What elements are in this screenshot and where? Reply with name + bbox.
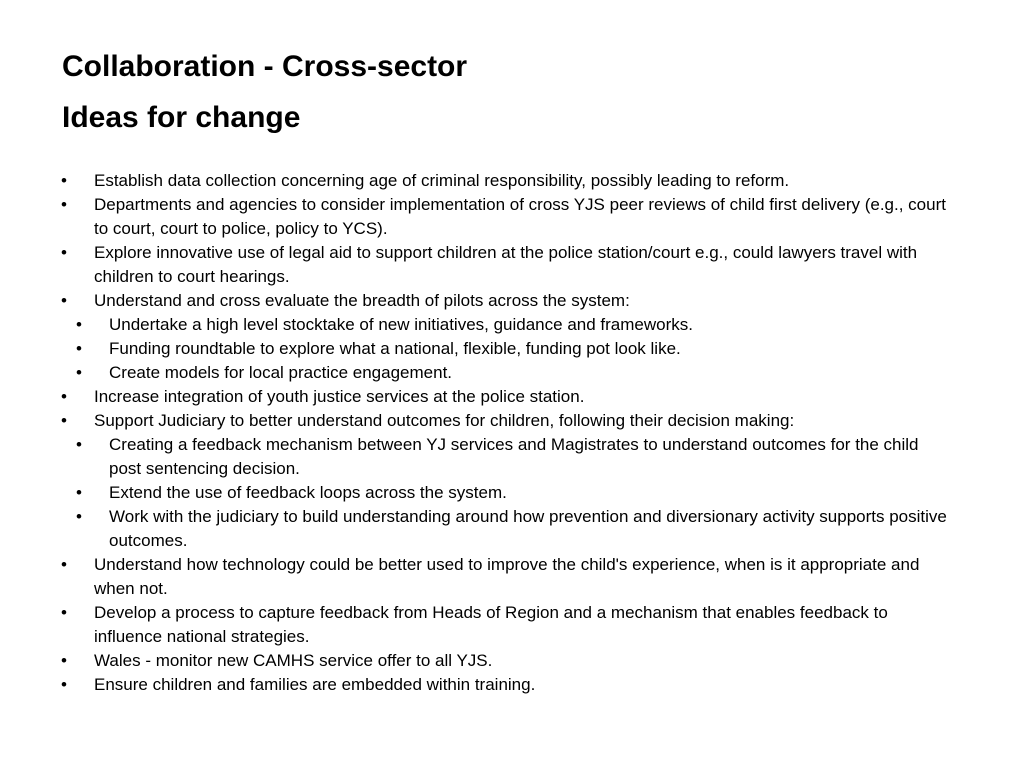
- list-item-text: Understand how technology could be better used to improve the child's experience, when is it appropriate and when not.: [94, 555, 920, 598]
- bullet-icon: •: [61, 387, 67, 406]
- list-item-text: Understand and cross evaluate the breadth of pilots across the system:: [94, 291, 630, 310]
- sub-list-item: [0, 361, 1024, 385]
- list-item-text: Explore innovative use of legal aid to support children at the police station/court e.g., could lawyers travel with children to court hearings.: [94, 243, 918, 286]
- list-item-text: Undertake a high level stocktake of new initiatives, guidance and frameworks.: [109, 315, 693, 334]
- list-item-text: Create models for local practice engagement.: [109, 363, 453, 382]
- list-item: [0, 385, 1024, 409]
- bullet-icon: •: [76, 507, 82, 526]
- list-item: [0, 673, 1024, 697]
- list-item-text: Creating a feedback mechanism between YJ services and Magistrates to understand outcomes for the child post sentencing decision.: [109, 435, 919, 478]
- bullet-icon: •: [61, 411, 67, 430]
- bullet-icon: •: [76, 483, 82, 502]
- bullet-icon: •: [61, 603, 67, 622]
- list-item: [0, 169, 1024, 193]
- bullet-icon: •: [76, 339, 82, 358]
- list-item-text: Departments and agencies to consider implementation of cross YJS peer reviews of child first delivery (e.g., court to court, court to police, policy to YCS).: [94, 195, 946, 238]
- list-item: [0, 553, 1024, 601]
- list-item: [0, 649, 1024, 673]
- bullet-list: [0, 169, 1024, 697]
- bullet-icon: •: [76, 363, 82, 382]
- list-item: [0, 193, 1024, 241]
- sub-list-item: [0, 337, 1024, 361]
- list-item-text: Develop a process to capture feedback from Heads of Region and a mechanism that enables feedback to influence national strategies.: [94, 603, 888, 646]
- list-item-text: Increase integration of youth justice services at the police station.: [94, 387, 585, 406]
- slide-title: Collaboration - Cross-sector: [62, 50, 468, 83]
- list-item-text: Extend the use of feedback loops across the system.: [109, 483, 507, 502]
- list-item-text: Work with the judiciary to build understanding around how prevention and diversionary activity supports positive outcomes.: [109, 507, 947, 550]
- list-item-text: Support Judiciary to better understand outcomes for children, following their decision making:: [94, 411, 795, 430]
- list-item-text: Ensure children and families are embedded within training.: [94, 675, 536, 694]
- list-item-text: Wales - monitor new CAMHS service offer to all YJS.: [94, 651, 493, 670]
- list-item: [0, 409, 1024, 433]
- bullet-icon: •: [76, 315, 82, 334]
- list-item: [0, 289, 1024, 313]
- bullet-icon: •: [76, 435, 82, 454]
- bullet-icon: •: [61, 651, 67, 670]
- list-item: [0, 601, 1024, 649]
- list-item-text: Funding roundtable to explore what a national, flexible, funding pot look like.: [109, 339, 681, 358]
- list-item-text: Establish data collection concerning age of criminal responsibility, possibly leading to reform.: [94, 171, 790, 190]
- bullet-icon: •: [61, 675, 67, 694]
- sub-list-item: [0, 433, 1024, 481]
- bullet-icon: •: [61, 291, 67, 310]
- list-item: [0, 241, 1024, 289]
- bullet-icon: •: [61, 195, 67, 214]
- bullet-icon: •: [61, 555, 67, 574]
- bullet-icon: •: [61, 171, 67, 190]
- sub-list-item: [0, 505, 1024, 553]
- slide-subtitle: Ideas for change: [62, 101, 301, 134]
- bullet-icon: •: [61, 243, 67, 262]
- sub-list-item: [0, 481, 1024, 505]
- sub-list-item: [0, 313, 1024, 337]
